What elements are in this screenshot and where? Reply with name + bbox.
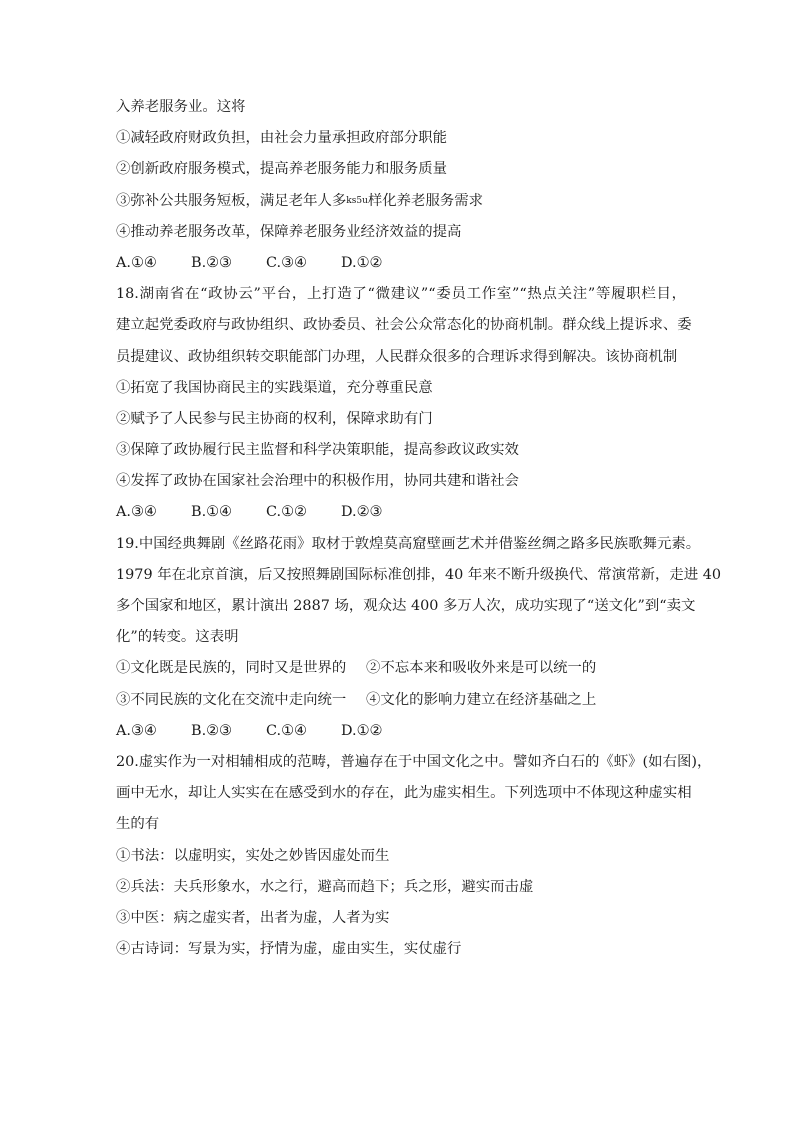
q17-option-4: ④推动养老服务改革，保障养老服务业经济效益的提高 <box>116 223 462 240</box>
q19-stem-line-1: 19.中国经典舞剧《丝路花雨》取材于敦煌莫高窟壁画艺术并借鉴丝绸之路多民族歌舞元素。 <box>116 535 701 552</box>
q19-stem-line-3: 多个国家和地区，累计演出 2887 场，观众达 400 多万人次，成功实现了“送文化”到“卖文 <box>116 598 696 614</box>
q18-stem-line-1: 18.湖南省在“政协云”平台，上打造了“微建议”“委员工作室”“热点关注”等履职栏目， <box>116 286 686 303</box>
q19-options-row-1 <box>116 653 686 684</box>
q20-option-1: ①书法：以虚明实，实处之妙皆因虚处而生 <box>116 847 390 864</box>
q19-stem-line-2: 1979 年在北京首演，后又按照舞剧国际标准创排，40 年来不断升级换代、常演常新，走进 40 <box>116 566 722 583</box>
q19-option-3: ③不同民族的文化在交流中走向统一 <box>116 691 347 708</box>
q19-choice-d: D.①② <box>341 722 383 739</box>
watermark-mark: ks5u <box>346 195 368 206</box>
q18-option-4: ④发挥了政协在国家社会治理中的积极作用，协同共建和谐社会 <box>116 473 519 490</box>
q19-choice-c: C.①④ <box>266 722 307 739</box>
q20-option-4: ④古诗词：写景为实，抒情为虚，虚由实生，实仗虚行 <box>116 941 462 958</box>
q19-stem-line-4: 化”的转变。这表明 <box>116 629 239 646</box>
q17-option-3-end: 样化养老服务需求 <box>367 192 484 209</box>
exam-page <box>116 92 722 965</box>
q18-option-3: ③保障了政协履行民主监督和科学决策职能，提高参政议政实效 <box>116 442 519 459</box>
q20-option-2: ②兵法：夫兵形象水，水之行，避高而趋下；兵之形，避实而击虚 <box>116 878 534 895</box>
q18-choice-b: B.①④ <box>191 504 232 521</box>
q17-stem-tail: 入养老服务业。这将 <box>116 99 246 115</box>
q19-options-row-2 <box>116 685 686 716</box>
q20-stem-line-1: 20.虚实作为一对相辅相成的范畴，普遍存在于中国文化之中。譬如齐白石的《虾》(如右图)， <box>116 753 712 770</box>
q17-option-3 <box>116 186 686 217</box>
q20-option-3: ③中医：病之虚实者，出者为虚，人者为实 <box>116 909 390 926</box>
q17-option-2: ②创新政府服务模式，提高养老服务能力和服务质量 <box>116 161 447 178</box>
q19-choice-a: A.③④ <box>116 722 157 739</box>
q18-stem-line-3: 员提建议、政协组织转交职能部门办理，人民群众很多的合理诉求得到解决。该协商机制 <box>116 348 678 365</box>
q19-option-2: ②不忘本来和吸收外来是可以统一的 <box>366 660 597 677</box>
q17-option-3-text: ③弥补公共服务短板，满足老年人多 <box>116 192 347 209</box>
q17-choice-d: D.①② <box>341 254 383 271</box>
q18-stem-line-2: 建立起党委政府与政协组织、政协委员、社会公众常态化的协商机制。群众线上提诉求、委 <box>116 317 692 334</box>
q18-choice-d: D.②③ <box>341 504 383 521</box>
q19-choice-b: B.②③ <box>191 722 232 739</box>
q17-option-1: ①减轻政府财政负担，由社会力量承担政府部分职能 <box>116 130 447 147</box>
q17-choices <box>116 248 686 279</box>
q18-choice-a: A.③④ <box>116 504 157 521</box>
q19-option-4: ④文化的影响力建立在经济基础之上 <box>366 691 597 708</box>
q19-choices <box>116 716 686 747</box>
q17-choice-b: B.②③ <box>191 254 232 271</box>
q18-choice-c: C.①② <box>266 504 307 521</box>
q20-stem-line-2: 画中无水，却让人实实在在感受到水的存在，此为虚实相生。下列选项中不体现这种虚实相 <box>116 785 692 802</box>
q17-choice-a: A.①④ <box>116 254 157 271</box>
q20-stem-line-3: 生的有 <box>116 816 160 833</box>
q18-option-2: ②赋予了人民参与民主协商的权利，保障求助有门 <box>116 410 433 427</box>
q17-choice-c: C.③④ <box>266 254 307 271</box>
q18-option-1: ①拓宽了我国协商民主的实践渠道，充分尊重民意 <box>116 379 433 396</box>
q18-choices <box>116 497 686 528</box>
q19-option-1: ①文化既是民族的，同时又是世界的 <box>116 660 347 677</box>
